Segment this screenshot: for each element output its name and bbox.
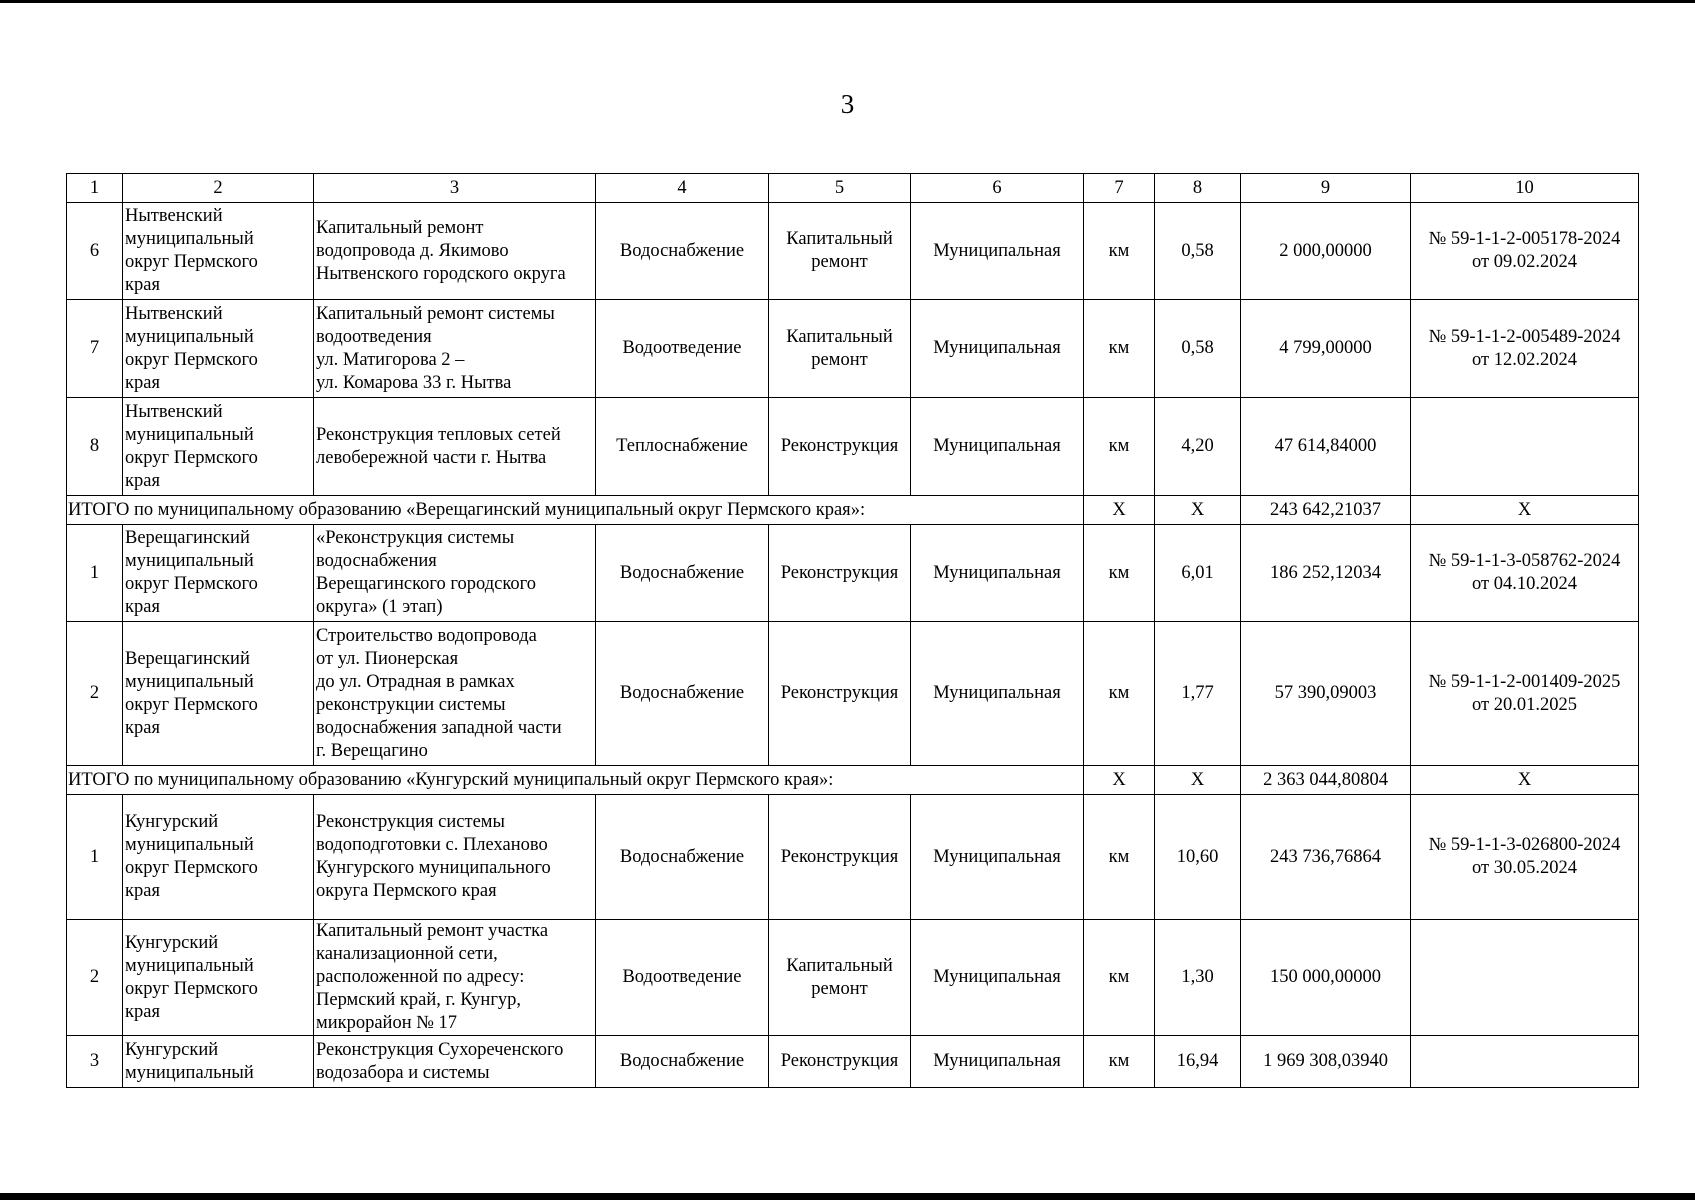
column-number-6: 6	[911, 174, 1084, 203]
table-row	[67, 525, 1639, 622]
district-name: Нытвенский муниципальный округ Пермского края	[123, 398, 314, 496]
expertise-ref: № 59-1-1-2-005178-2024 от 09.02.2024	[1411, 203, 1639, 300]
subtotal-length: X	[1155, 496, 1241, 525]
resource-type: Теплоснабжение	[596, 398, 769, 496]
ownership-type: Муниципальная	[911, 1036, 1084, 1088]
district-name: Кунгурский муниципальный	[123, 1036, 314, 1088]
subtotal-unit: X	[1084, 496, 1155, 525]
district-name: Верещагинский муниципальный округ Пермского края	[123, 525, 314, 622]
work-type: Реконструкция	[769, 622, 911, 766]
unit: км	[1084, 300, 1155, 398]
column-number-10: 10	[1411, 174, 1639, 203]
resource-type: Водоотведение	[596, 920, 769, 1036]
resource-type: Водоотведение	[596, 300, 769, 398]
work-type: Капитальный ремонт	[769, 203, 911, 300]
subtotal-row	[67, 766, 1639, 795]
length-value: 6,01	[1155, 525, 1241, 622]
subtotal-cost: 243 642,21037	[1241, 496, 1411, 525]
expertise-ref	[1411, 920, 1639, 1036]
subtotal-cost: 2 363 044,80804	[1241, 766, 1411, 795]
object-name: «Реконструкция системы водоснабжения Верещагинского городского округа» (1 этап)	[314, 525, 596, 622]
subtotal-row	[67, 496, 1639, 525]
district-name: Кунгурский муниципальный округ Пермского края	[123, 795, 314, 920]
table-row	[67, 300, 1639, 398]
row-number: 6	[67, 203, 123, 300]
projects-table-body	[67, 174, 1639, 1088]
work-type: Реконструкция	[769, 525, 911, 622]
cost-value: 4 799,00000	[1241, 300, 1411, 398]
object-name: Реконструкция системы водоподготовки с. Плеханово Кунгурского муниципального округа Пермского края	[314, 795, 596, 920]
table-row	[67, 622, 1639, 766]
projects-table	[66, 173, 1639, 1088]
ownership-type: Муниципальная	[911, 398, 1084, 496]
district-name: Нытвенский муниципальный округ Пермского края	[123, 203, 314, 300]
column-number-7: 7	[1084, 174, 1155, 203]
resource-type: Водоснабжение	[596, 795, 769, 920]
length-value: 4,20	[1155, 398, 1241, 496]
column-number-2: 2	[123, 174, 314, 203]
length-value: 0,58	[1155, 300, 1241, 398]
ownership-type: Муниципальная	[911, 300, 1084, 398]
row-number: 3	[67, 1036, 123, 1088]
column-number-8: 8	[1155, 174, 1241, 203]
object-name: Реконструкция тепловых сетей левобережной части г. Нытва	[314, 398, 596, 496]
ownership-type: Муниципальная	[911, 525, 1084, 622]
subtotal-unit: X	[1084, 766, 1155, 795]
length-value: 0,58	[1155, 203, 1241, 300]
table-row	[67, 795, 1639, 920]
length-value: 1,77	[1155, 622, 1241, 766]
scan-bottom-edge	[0, 1193, 1695, 1200]
cost-value: 57 390,09003	[1241, 622, 1411, 766]
object-name: Строительство водопровода от ул. Пионерская до ул. Отрадная в рамках реконструкции системы водоснабжения западной части г. Верещагино	[314, 622, 596, 766]
column-number-1: 1	[67, 174, 123, 203]
subtotal-label: ИТОГО по муниципальному образованию «Кунгурский муниципальный округ Пермского края»:	[67, 766, 1084, 795]
object-name: Капитальный ремонт участка канализационной сети, расположенной по адресу: Пермский край, г. Кунгур, микрорайон № 17	[314, 920, 596, 1036]
district-name: Кунгурский муниципальный округ Пермского края	[123, 920, 314, 1036]
cost-value: 1 969 308,03940	[1241, 1036, 1411, 1088]
table-row	[67, 398, 1639, 496]
ownership-type: Муниципальная	[911, 203, 1084, 300]
object-name: Капитальный ремонт водопровода д. Якимово Нытвенского городского округа	[314, 203, 596, 300]
expertise-ref: № 59-1-1-2-005489-2024 от 12.02.2024	[1411, 300, 1639, 398]
unit: км	[1084, 203, 1155, 300]
district-name: Верещагинский муниципальный округ Пермского края	[123, 622, 314, 766]
row-number: 2	[67, 622, 123, 766]
work-type: Капитальный ремонт	[769, 920, 911, 1036]
column-number-9: 9	[1241, 174, 1411, 203]
column-number-4: 4	[596, 174, 769, 203]
expertise-ref	[1411, 1036, 1639, 1088]
column-number-row	[67, 174, 1639, 203]
resource-type: Водоснабжение	[596, 1036, 769, 1088]
length-value: 1,30	[1155, 920, 1241, 1036]
resource-type: Водоснабжение	[596, 525, 769, 622]
column-number-3: 3	[314, 174, 596, 203]
cost-value: 243 736,76864	[1241, 795, 1411, 920]
work-type: Реконструкция	[769, 795, 911, 920]
resource-type: Водоснабжение	[596, 622, 769, 766]
district-name: Нытвенский муниципальный округ Пермского края	[123, 300, 314, 398]
table-row	[67, 920, 1639, 1036]
cost-value: 2 000,00000	[1241, 203, 1411, 300]
expertise-ref: № 59-1-1-2-001409-2025 от 20.01.2025	[1411, 622, 1639, 766]
object-name: Капитальный ремонт системы водоотведения ул. Матигорова 2 – ул. Комарова 33 г. Нытва	[314, 300, 596, 398]
scan-top-edge	[0, 0, 1695, 3]
length-value: 10,60	[1155, 795, 1241, 920]
column-number-5: 5	[769, 174, 911, 203]
work-type: Реконструкция	[769, 1036, 911, 1088]
expertise-ref: № 59-1-1-3-026800-2024 от 30.05.2024	[1411, 795, 1639, 920]
ownership-type: Муниципальная	[911, 920, 1084, 1036]
expertise-ref	[1411, 398, 1639, 496]
work-type: Реконструкция	[769, 398, 911, 496]
page-number: 3	[840, 89, 855, 119]
length-value: 16,94	[1155, 1036, 1241, 1088]
table-row	[67, 1036, 1639, 1088]
unit: км	[1084, 795, 1155, 920]
work-type: Капитальный ремонт	[769, 300, 911, 398]
cost-value: 186 252,12034	[1241, 525, 1411, 622]
subtotal-expertise: X	[1411, 766, 1639, 795]
ownership-type: Муниципальная	[911, 795, 1084, 920]
cost-value: 150 000,00000	[1241, 920, 1411, 1036]
unit: км	[1084, 1036, 1155, 1088]
row-number: 1	[67, 525, 123, 622]
row-number: 2	[67, 920, 123, 1036]
row-number: 7	[67, 300, 123, 398]
unit: км	[1084, 525, 1155, 622]
expertise-ref: № 59-1-1-3-058762-2024 от 04.10.2024	[1411, 525, 1639, 622]
table-row	[67, 203, 1639, 300]
unit: км	[1084, 622, 1155, 766]
object-name: Реконструкция Сухореченского водозабора и системы	[314, 1036, 596, 1088]
subtotal-expertise: X	[1411, 496, 1639, 525]
row-number: 1	[67, 795, 123, 920]
subtotal-length: X	[1155, 766, 1241, 795]
row-number: 8	[67, 398, 123, 496]
resource-type: Водоснабжение	[596, 203, 769, 300]
ownership-type: Муниципальная	[911, 622, 1084, 766]
unit: км	[1084, 920, 1155, 1036]
subtotal-label: ИТОГО по муниципальному образованию «Верещагинский муниципальный округ Пермского края»:	[67, 496, 1084, 525]
cost-value: 47 614,84000	[1241, 398, 1411, 496]
unit: км	[1084, 398, 1155, 496]
